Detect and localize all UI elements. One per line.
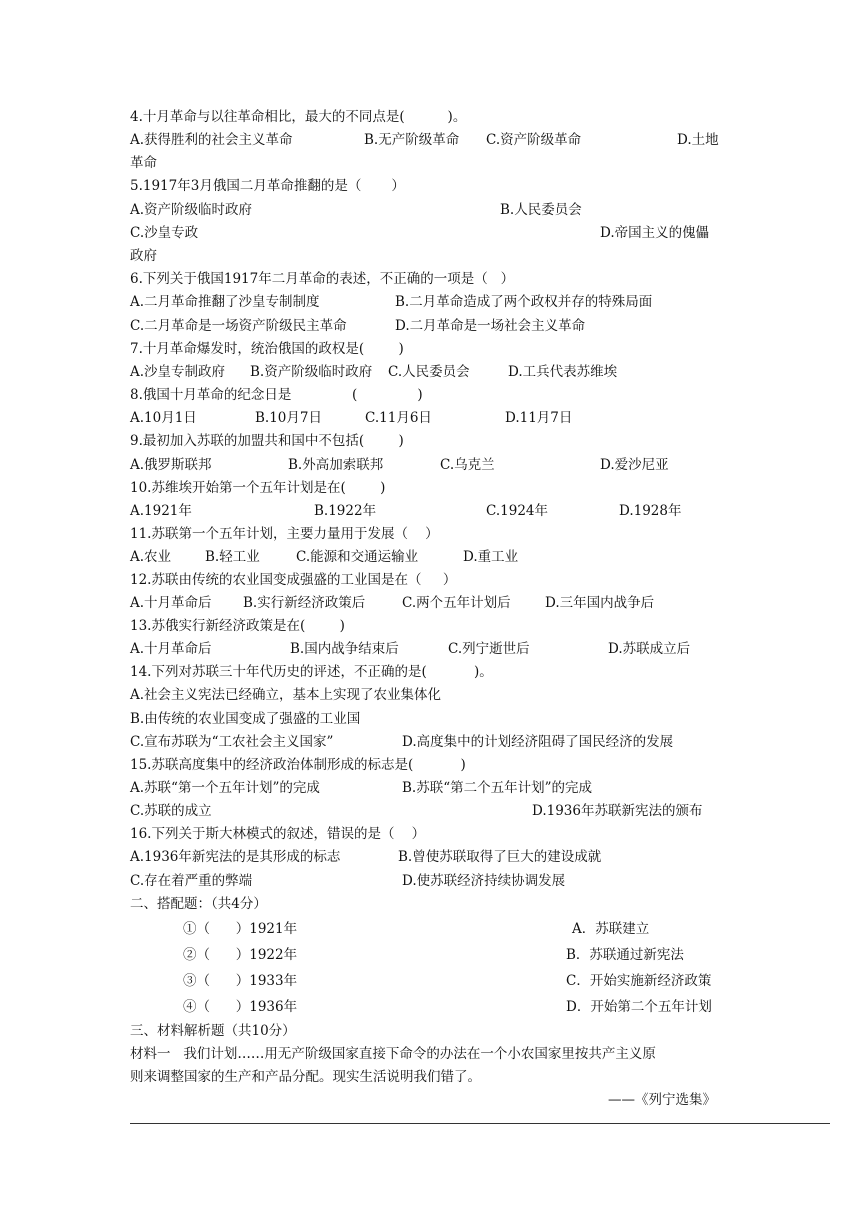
match-right-b: B．苏联通过新宪法: [566, 947, 684, 963]
q13-option-c: C.列宁逝世后: [448, 641, 530, 657]
q13-stem: 13.苏俄实行新经济政策是在( ): [130, 618, 345, 634]
q8-option-a: A.10月1日: [130, 410, 197, 426]
q6-option-b: B.二月革命造成了两个政权并存的特殊局面: [395, 294, 653, 310]
q10-option-a: A.1921年: [130, 503, 192, 519]
q5-stem: 5.1917年3月俄国二月革命推翻的是（ ）: [130, 178, 405, 194]
q15-option-a: A.苏联“第一个五年计划”的完成: [130, 780, 320, 796]
q12-option-c: C.两个五年计划后: [402, 595, 511, 611]
q15-option-d: D.1936年苏联新宪法的颁布: [532, 803, 703, 819]
q13-option-b: B.国内战争结束后: [290, 641, 399, 657]
match-left-3: ③（ ）1933年: [183, 973, 298, 989]
q11-option-c: C.能源和交通运输业: [296, 549, 419, 565]
q14-option-a: A.社会主义宪法已经确立，基本上实现了农业集体化: [130, 687, 442, 703]
q4-option-b: B.无产阶级革命: [364, 132, 460, 148]
q12-stem: 12.苏联由传统的农业国变成强盛的工业国是在（ ）: [130, 572, 457, 588]
q10-option-d: D.1928年: [619, 503, 682, 519]
q9-option-a: A.俄罗斯联邦: [130, 457, 212, 473]
q5-option-a: A.资产阶级临时政府: [130, 202, 253, 218]
q10-option-c: C.1924年: [486, 503, 548, 519]
q12-option-a: A.十月革命后: [130, 595, 212, 611]
q5-option-b: B.人民委员会: [500, 202, 582, 218]
q5-option-c: C.沙皇专政: [130, 225, 199, 241]
q12-option-d: D.三年国内战争后: [545, 595, 655, 611]
q14-option-b: B.由传统的农业国变成了强盛的工业国: [130, 711, 361, 727]
q4-stem: 4.十月革命与以往革命相比，最大的不同点是( )。: [130, 109, 467, 125]
q11-option-d: D.重工业: [463, 549, 519, 565]
q16-stem: 16.下列关于斯大林模式的叙述，错误的是（ ）: [130, 826, 426, 842]
q9-option-c: C.乌克兰: [440, 457, 495, 473]
q14-option-c: C.宣布苏联为“工农社会主义国家”: [130, 734, 334, 750]
q5-option-d-continued: 政府: [130, 248, 157, 264]
footer-divider: [130, 1123, 830, 1124]
material1-line2: 则来调整国家的生产和产品分配。现实生活说明我们错了。: [130, 1069, 481, 1085]
q6-option-c: C.二月革命是一场资产阶级民主革命: [130, 318, 347, 334]
match-right-c: C．开始实施新经济政策: [566, 973, 712, 989]
q7-option-d: D.工兵代表苏维埃: [508, 364, 618, 380]
q16-option-c: C.存在着严重的弊端: [130, 873, 253, 889]
q9-option-b: B.外高加索联邦: [288, 457, 384, 473]
match-right-d: D．开始第二个五年计划: [566, 999, 712, 1015]
q8-option-d: D.11月7日: [505, 410, 573, 426]
q13-option-d: D.苏联成立后: [608, 641, 691, 657]
q16-option-b: B.曾使苏联取得了巨大的建设成就: [398, 849, 602, 865]
q4-option-a: A.获得胜利的社会主义革命: [130, 132, 293, 148]
q7-stem: 7.十月革命爆发时，统治俄国的政权是( ): [130, 341, 404, 357]
q14-option-d: D.高度集中的计划经济阻碍了国民经济的发展: [402, 734, 674, 750]
q15-option-b: B.苏联“第二个五年计划”的完成: [402, 780, 593, 796]
match-left-1: ①（ ）1921年: [183, 921, 298, 937]
q4-option-d-continued: 革命: [130, 155, 157, 171]
q13-option-a: A.十月革命后: [130, 641, 212, 657]
q8-option-b: B.10月7日: [255, 410, 322, 426]
q9-stem: 9.最初加入苏联的加盟共和国中不包括( ): [130, 433, 404, 449]
section3-title: 三、材料解析题（共10分）: [130, 1023, 296, 1039]
section2-title: 二、搭配题：（共4分）: [130, 896, 267, 912]
material1-line1: 材料一 我们计划……用无产阶级国家直接下命令的办法在一个小农国家里按共产主义原: [130, 1046, 656, 1062]
q7-option-a: A.沙皇专制政府: [130, 364, 226, 380]
match-left-2: ②（ ）1922年: [183, 947, 298, 963]
q11-option-a: A.农业: [130, 549, 172, 565]
material1-source: ——《列宁选集》: [608, 1092, 716, 1108]
q16-option-a: A.1936年新宪法的是其形成的标志: [130, 849, 341, 865]
q15-stem: 15.苏联高度集中的经济政治体制形成的标志是( ): [130, 757, 466, 773]
q11-option-b: B.轻工业: [205, 549, 260, 565]
q6-stem: 6.下列关于俄国1917年二月革命的表述，不正确的一项是（ ）: [130, 271, 515, 287]
q6-option-d: D.二月革命是一场社会主义革命: [395, 318, 586, 334]
q16-option-d: D.使苏联经济持续协调发展: [402, 873, 566, 889]
q4-option-c: C.资产阶级革命: [486, 132, 582, 148]
q8-option-c: C.11月6日: [365, 410, 432, 426]
q11-stem: 11.苏联第一个五年计划，主要力量用于发展（ ）: [130, 526, 439, 542]
q10-stem: 10.苏维埃开始第一个五年计划是在( ): [130, 480, 386, 496]
q12-option-b: B.实行新经济政策后: [243, 595, 366, 611]
q8-answer-blank: ( ): [352, 387, 423, 403]
q7-option-b: B.资产阶级临时政府: [250, 364, 373, 380]
q10-option-b: B.1922年: [314, 503, 377, 519]
q6-option-a: A.二月革命推翻了沙皇专制制度: [130, 294, 320, 310]
q7-option-c: C.人民委员会: [388, 364, 470, 380]
q8-stem: 8.俄国十月革命的纪念日是: [130, 387, 292, 403]
match-left-4: ④（ ）1936年: [183, 999, 298, 1015]
q5-option-d: D.帝国主义的傀儡: [600, 225, 710, 241]
q9-option-d: D.爱沙尼亚: [600, 457, 669, 473]
q15-option-c: C.苏联的成立: [130, 803, 212, 819]
match-right-a: A．苏联建立: [572, 921, 650, 937]
q14-stem: 14.下列对苏联三十年代历史的评述，不正确的是( )。: [130, 664, 493, 680]
q4-option-d: D.土地: [677, 132, 719, 148]
